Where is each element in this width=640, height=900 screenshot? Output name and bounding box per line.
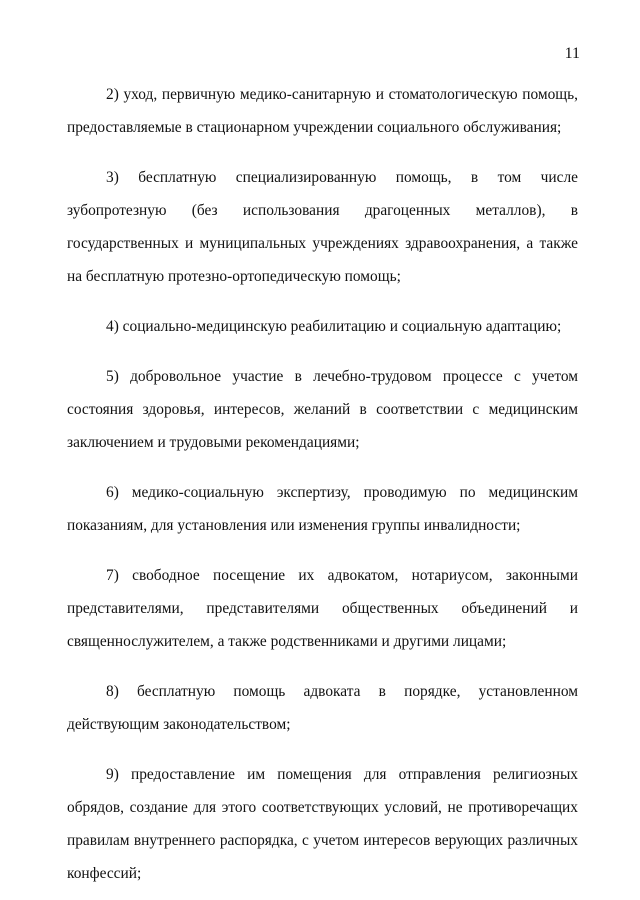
list-item-6: 6) медико-социальную экспертизу, проводимую по медицинским показаниям, для установления или изменения группы инвалидности; [67,484,578,534]
body-text [67,78,578,890]
list-item-2: 2) уход, первичную медико-санитарную и стоматологическую помощь, предоставляемые в стационарном учреждении социального обслуживания; [67,86,578,136]
list-item-4: 4) социально-медицинскую реабилитацию и социальную адаптацию; [106,318,562,335]
list-item-8: 8) бесплатную помощь адвоката в порядке, установленном действующим законодательством; [67,683,578,733]
list-item-5: 5) добровольное участие в лечебно-трудовом процессе с учетом состояния здоровья, интересов, желаний в соответствии с медицинским заключением и трудовыми рекомендациями; [67,368,578,451]
list-item-9: 9) предоставление им помещения для отправления религиозных обрядов, создание для этого соответствующих условий, не противоречащих правилам внутреннего распорядка, с учетом интересов верующих различных конфессий; [67,766,578,882]
list-item-7: 7) свободное посещение их адвокатом, нотариусом, законными представителями, представителями общественных объединений и священнослужителем, а также родственниками и другими лицами; [67,567,578,650]
page-number: 11 [564,45,580,62]
list-item-3: 3) бесплатную специализированную помощь, в том числе зубопротезную (без использования драгоценных металлов), в государственных и муниципальных учреждениях здравоохранения, а также на бесплатную протезно-ортопедическую помощь; [67,169,578,285]
